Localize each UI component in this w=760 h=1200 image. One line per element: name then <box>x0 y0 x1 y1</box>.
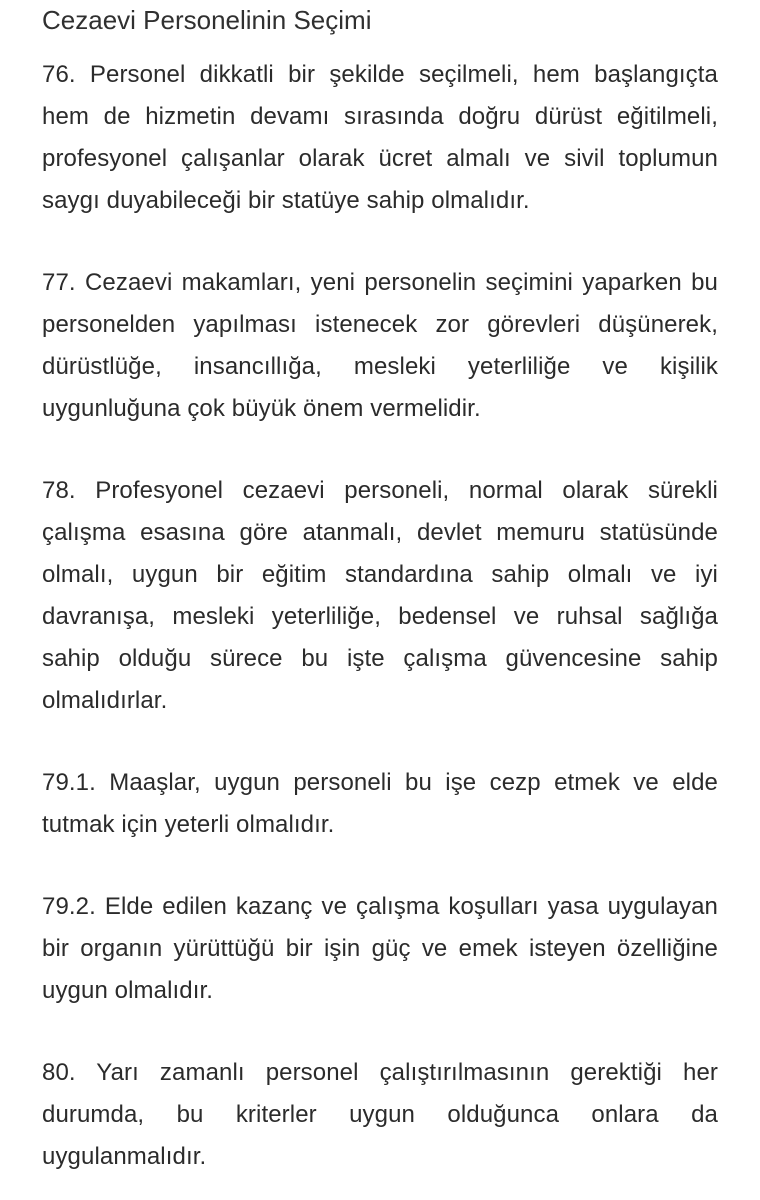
paragraph-76: 76. Personel dikkatli bir şekilde seçilmeli, hem başlangıçta hem de hizmetin devamı sırasında doğru dürüst eğitilmeli, profesyonel çalışanlar olarak ücret almalı ve sivil toplumun saygı duyabileceği bir statüye sahip olmalıdır. <box>42 61 718 214</box>
paragraph-79-1: 79.1. Maaşlar, uygun personeli bu işe cezp etmek ve elde tutmak için yeterli olmalıdır. <box>42 769 718 838</box>
paragraph-80: 80. Yarı zamanlı personel çalıştırılmasının gerektiği her durumda, bu kriterler uygun olduğunca onlara da uygulanmalıdır. <box>42 1059 718 1170</box>
paragraph-79-2: 79.2. Elde edilen kazanç ve çalışma koşulları yasa uygulayan bir organın yürüttüğü bir işin güç ve emek isteyen özelliğine uygun olmalıdır. <box>42 893 718 1004</box>
section-title: Cezaevi Personelinin Seçimi <box>42 5 372 35</box>
paragraph-78: 78. Profesyonel cezaevi personeli, normal olarak sürekli çalışma esasına göre atanmalı, devlet memuru statüsünde olmalı, uygun bir eğitim standardına sahip olmalı ve iyi davranışa, mesleki yeterliliğe, bedensel ve ruhsal sağlığa sahip olduğu sürece bu işte çalışma güvencesine sahip olmalıdırlar. <box>42 477 718 714</box>
paragraph-77: 77. Cezaevi makamları, yeni personelin seçimini yaparken bu personelden yapılması istenecek zor görevleri düşünerek, dürüstlüğe, insancıllığa, mesleki yeterliliğe ve kişilik uygunluğuna çok büyük önem vermelidir. <box>42 269 718 422</box>
